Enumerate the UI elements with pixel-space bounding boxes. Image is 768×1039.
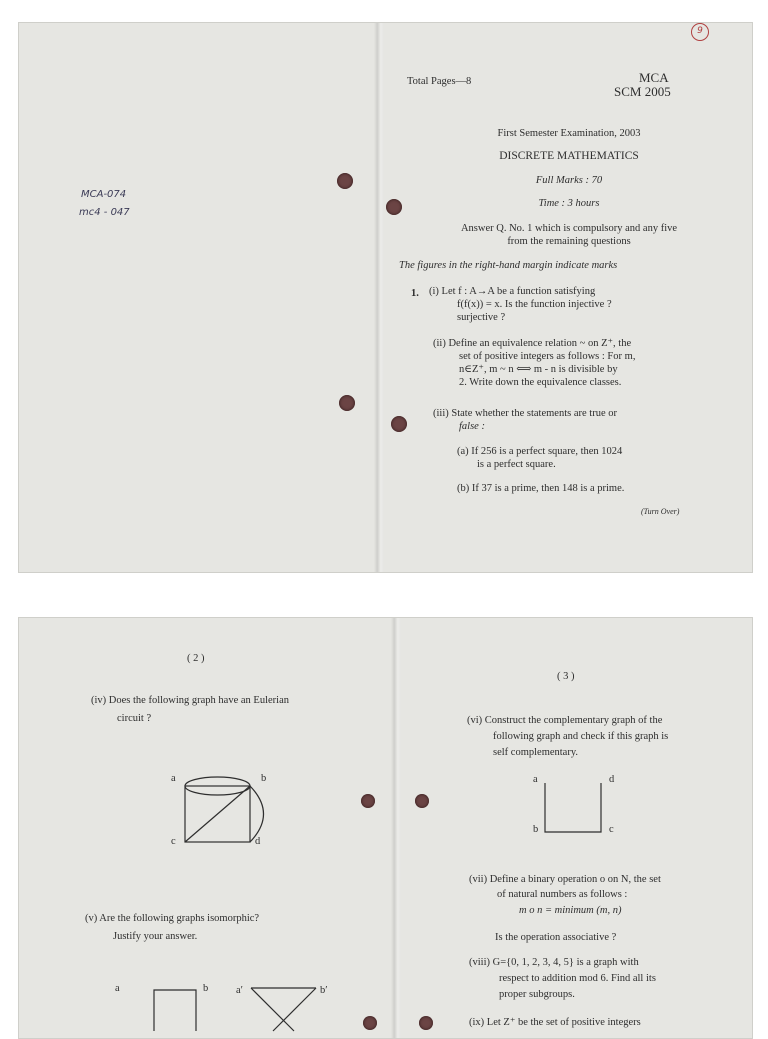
punch-hole [386,199,402,215]
exam-sheet-bottom [18,617,753,1039]
subject-title: DISCRETE MATHEMATICS [499,150,639,162]
time-allowed: Time : 3 hours [538,198,600,209]
q1-iii-line2: false : [459,421,485,432]
punch-hole [339,395,355,411]
graph2-right-cross2 [273,988,316,1031]
graph3-vertex-c: c [609,824,614,835]
total-pages: Total Pages—8 [407,76,472,87]
q1-vii-line1: (vii) Define a binary operation o on N, the set [469,874,661,885]
q1-vi-line3: self complementary. [493,747,579,758]
q1-vii-ask: Is the operation associative ? [495,932,617,943]
q1-i-line1: (i) Let f : A→A be a function satisfying [429,286,596,297]
course-code: SCM 2005 [614,84,671,99]
turn-over-note: (Turn Over) [641,507,680,516]
program-name: MCA [639,70,669,85]
q1-viii-line2: respect to addition mod 6. Find all its [499,973,656,984]
graph2-right-cross1 [251,988,294,1031]
graph2-vertex-a-prime: a′ [236,985,243,996]
handwritten-note-line2: mc4 - 047 [79,207,130,218]
page-number-3: ( 3 ) [557,671,575,682]
q1-viii-line1: (viii) G={0, 1, 2, 3, 4, 5} is a graph with [469,957,639,968]
instructions-line2: from the remaining questions [507,236,631,247]
q1-viii-line3: proper subgroups. [499,989,575,1000]
q1-iii-b: (b) If 37 is a prime, then 148 is a prime. [457,483,625,494]
graph3-vertex-b: b [533,824,539,835]
q1-vii-line2: of natural numbers as follows : [497,889,628,900]
q1-ix-partial: (ix) Let Z⁺ be the set of positive integers [469,1017,641,1028]
q1-ii-line4: 2. Write down the equivalence classes. [459,377,622,388]
q1-vii-line3: m o n = minimum (m, n) [519,905,622,916]
punch-hole [391,416,407,432]
margin-note: The figures in the right-hand margin indicate marks [399,260,618,271]
exam-title: First Semester Examination, 2003 [497,128,641,139]
q1-iv-line1: (iv) Does the following graph have an Eulerian [91,695,289,706]
graph3-vertex-d: d [609,774,615,785]
q1-iv-line2: circuit ? [117,713,152,724]
graph1-vertex-b: b [261,773,267,784]
graph2-left-shape [154,990,196,1031]
q1-iii-a-line2: is a perfect square. [477,459,556,470]
q1-ii-line2: set of positive integers as follows : For m, [459,351,636,362]
question-number: 1. [411,288,419,299]
graph2-vertex-b: b [203,983,209,994]
q1-i-line2: f(f(x)) = x. Is the function injective ? [457,299,612,310]
full-marks: Full Marks : 70 [535,175,603,186]
graph3-vertex-a: a [533,774,538,785]
graph3-path [545,783,601,832]
corner-page-mark: 9 [691,23,709,41]
q1-vi-line1: (vi) Construct the complementary graph of the [467,715,663,726]
q1-ii-line1: (ii) Define an equivalence relation ~ on Z⁺, the [433,338,632,349]
page-number-2: ( 2 ) [187,653,205,664]
instructions-line1: Answer Q. No. 1 which is compulsory and any five [460,223,678,234]
exam-sheet-top [18,22,753,573]
graph2-vertex-b-prime: b′ [320,985,328,996]
q1-iii-a-line1: (a) If 256 is a perfect square, then 1024 [457,446,623,457]
q1-ii-line3: n∈Z⁺, m ~ n ⟺ m - n is divisible by [459,364,618,375]
graph1-vertex-c: c [171,836,176,847]
graph1-right-arc [250,786,264,842]
graph2-vertex-a: a [115,983,120,994]
q1-vi-line2: following graph and check if this graph is [493,731,669,742]
q1-v-line2: Justify your answer. [113,931,198,942]
q1-v-line1: (v) Are the following graphs isomorphic? [85,913,260,924]
graph1-vertex-d: d [255,836,261,847]
page-fold [374,23,384,572]
handwritten-note-line1: MCA-074 [81,189,127,200]
q1-i-line3: surjective ? [457,312,506,323]
punch-hole [337,173,353,189]
graph1-vertex-a: a [171,773,176,784]
q1-iii-line1: (iii) State whether the statements are true or [433,408,617,419]
